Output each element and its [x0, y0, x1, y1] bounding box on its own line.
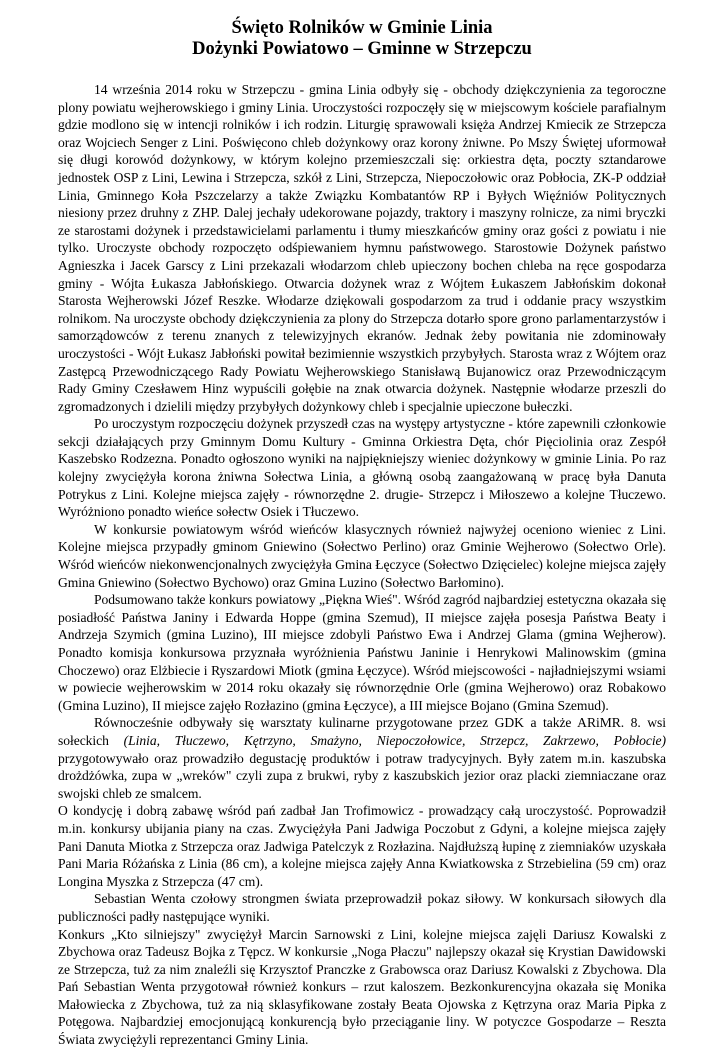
document-page [58, 18, 666, 1049]
paragraph: Po uroczystym rozpoczęciu dożynek przyszedł czas na występy artystyczne - które zapewnili członkowie sekcji działających przy Gminnym Domu Kultury - Gminna Orkiestra Dęta, chór Pięciolinia oraz Zespół Kaszebsko Rodzezna. Ponadto ogłoszono wyniki na najpiękniejszy wieniec dożynkowy w gminie Linia. Po raz kolejny zwyciężyła korona żniwna Sołectwa Linia, a główną osobą zaangażowaną w pracę była Danuta Potrykus z Lini. Kolejne miejsca zajęły - równorzędne 2. drugie- Strzepcz i Miłoszewo a kolejne Tłuczewo. Wyróżniono ponadto wieńce sołectw Osiek i Tłuczewo. [58, 416, 666, 520]
paragraph [58, 714, 666, 802]
document-title: Święto Rolników w Gminie Linia [231, 18, 493, 38]
villages-list: (Linia, Tłuczewo, Kętrzyno, Smażyno, Niepoczołowice, Strzepcz, Zakrzewo, Pobłocie) [123, 732, 667, 748]
paragraph: Sebastian Wenta czołowy strongmen świata przeprowadził pokaz siłowy. W konkursach siłowych dla publiczności padły następujące wyniki. [58, 891, 666, 924]
document-body [58, 81, 666, 1049]
paragraph: Podsumowano także konkurs powiatowy „Piękna Wieś". Wśród zagród najbardziej estetyczna okazała się posiadłość Państwa Janiny i Edwarda Hoppe (gmina Szemud), II miejsce zajęła posesja Państwa Beaty i Andrzeja Szymich (gmina Luzino), III miejsce zdobyli Państwo Ewa i Andrzej Glama (gmina Wejherow). Ponadto komisja konkursowa przyznała wyróżnienia Państwu Janinie i Henrykowi Malinowskim (gmina Choczewo) oraz Elżbiecie i Ryszardowi Miotk (gmina Łęczyce). Wśród miejscowości - najładniejszymi wsiami w powiecie wejherowskim w 2014 roku okazały się równorzędnie Orle (gmina Wejherowo) oraz Robakowo (Gmina Luzino), II miejsce zajęło Rozłazino (gmina Łęczyce), a III miejsce Bojano (Gmina Szemud). [58, 592, 666, 713]
paragraph: O kondycję i dobrą zabawę wśród pań zadbał Jan Trofimowicz - prowadzący całą uroczystość. Poprowadził m.in. konkursy ubijania piany na czas. Zwyciężyła Pani Jadwiga Poczobut z Gdyni, a kolejne miejsca zajęły Pani Danuta Miotka z Strzepcza oraz Jadwiga Patelczyk z Rozłazina. Najdłuższą łupinę z ziemniaków uzyskała Pani Maria Różańska z Linia (86 cm), a kolejne miejsca zajęły Anna Kwiatkowska z Strzebielina (59 cm) oraz Longina Myszka z Strzepcza (47 cm). [58, 803, 666, 889]
document-subtitle: Dożynki Powiatowo – Gminne w Strzepczu [192, 39, 532, 59]
paragraph: 14 września 2014 roku w Strzepczu - gmina Linia odbyły się - obchody dziękczynienia za tegoroczne plony powiatu wejherowskiego i gminy Linia. Uroczystości rozpoczęły się w miejscowym kościele parafialnym gdzie modlono się w intencji rolników i ich rodzin. Liturgię sprawowali księża Andrzej Kmiecik ze Strzepcza oraz Wojciech Senger z Lini. Poświęcono chleb dożynkowy oraz korony żniwne. Po Mszy Świętej uformował się długi korowód dożynkowy, w którym kolejno przemieszczali się: orkiestra dęta, poczty sztandarowe jednostek OSP z Lini, Lewina i Strzepcza, szkół z Lini, Strzepcza, Niepoczołowic oraz Pobłocia, ZK-P oddział Linia, Gminnego Koła Pszczelarzy a także Związku Kombatantów RP i Byłych Więźniów Politycznych niesiony przez druhny z ZHP. Dalej jechały udekorowane pojazdy, traktory i maszyny rolnicze, za nimi bryczki ze starostami dożynek i przedstawicielami parlamentu i tłumy mieszkańców gminy oraz gości z powiatu i nie tylko. Uroczyste obchody rozpoczęto odśpiewaniem hymnu państwowego. Starostowie Dożynek państwo Agnieszka i Jacek Garscy z Lini przekazali włodarzom chleb upieczony bochen chleba na ręce gospodarza gminy - Wójta Łukasza Jabłońskiego. Otwarcia dożynek wraz z Wójtem Łukaszem Jabłońskim dokonał Starosta Wejherowski Józef Reszke. Włodarze dziękowali gospodarzom za trud i oddanie pracy wszystkim rolnikom. Na uroczyste obchody dziękczynienia za plony do Strzepcza dotarło spore grono parlamentarzystów i samorządowców z terenu znanych z telewizyjnych ekranów. Jednak żeby powitania nie zdominowały uroczystości - Wójt Łukasz Jabłoński powitał bezimiennie wszystkich przybyłych. Starosta wraz z Wójtem oraz Zastępcą Przewodniczącego Rady Powiatu Wejherowskiego Stanisławą Bujanowicz oraz Przewodniczącym Rady Gminy Czesławem Hinz wypuścili gołębie na znak otwarcia dożynek. Następnie włodarze przeszli do zgromadzonych i dzielili między przybyłych dożynkowy chleb i specjalnie upieczone bułeczki. [58, 82, 666, 414]
paragraph-text: Równocześnie odbywały się warsztaty kulinarne przygotowane przez GDK a także ARiMR. 8. wsi sołeckich [58, 715, 666, 748]
paragraph: W konkursie powiatowym wśród wieńców klasycznych również najwyżej oceniono wieniec z Lini. Kolejne miejsca przypadły gminom Gniewino (Sołectwo Perlino) oraz Gminie Wejherowo (Sołectwo Orle). Wśród wieńców niekonwencjonalnych zwyciężyła Gmina Łęczyce (Sołectwo Dzięcielec) kolejne miejsca zajęły Gmina Gniewino (Sołectwo Bychowo) oraz Gmina Luzino (Sołectwo Barłomino). [58, 521, 666, 590]
paragraph: Konkurs „Kto silniejszy" zwyciężył Marcin Sarnowski z Lini, kolejne miejsca zajęli Dariusz Kowalski z Zbychowa oraz Tadeusz Bojka z Tępcz. W konkursie „Noga Płaczu" najlepszy okazał się Krystian Dawidowski ze Strzepcza, tuż za nim znaleźli się Krzysztof Pranczke z Grabowsca oraz Dariusz Kowalski z Zbychowa. Dla Pań Sebastian Wenta przygotował również konkurs – rzut kaloszem. Bezkonkurencyjna okazała się Monika Małowiecka z Zbychowa, tuż za nią sklasyfikowane zostały Beata Ojowska z Kętrzyna oraz Maria Pipka z Potęgowa. Najbardziej emocjonującą konkurencją było przeciąganie liny. W potyczce Gospodarze – Reszta Świata zwyciężyli reprezentanci Gminy Linia. [58, 926, 666, 1048]
paragraph-text: przygotowywało oraz prowadziło degustację produktów i potraw tradycyjnych. Były zatem m.in. kaszubska drożdżówka, zupa w „wreków" czyli zupa z brukwi, ryby z kaszubskich jezior oraz placki ziemniaczane oraz swojski chleb ze smalcem. [58, 750, 666, 801]
